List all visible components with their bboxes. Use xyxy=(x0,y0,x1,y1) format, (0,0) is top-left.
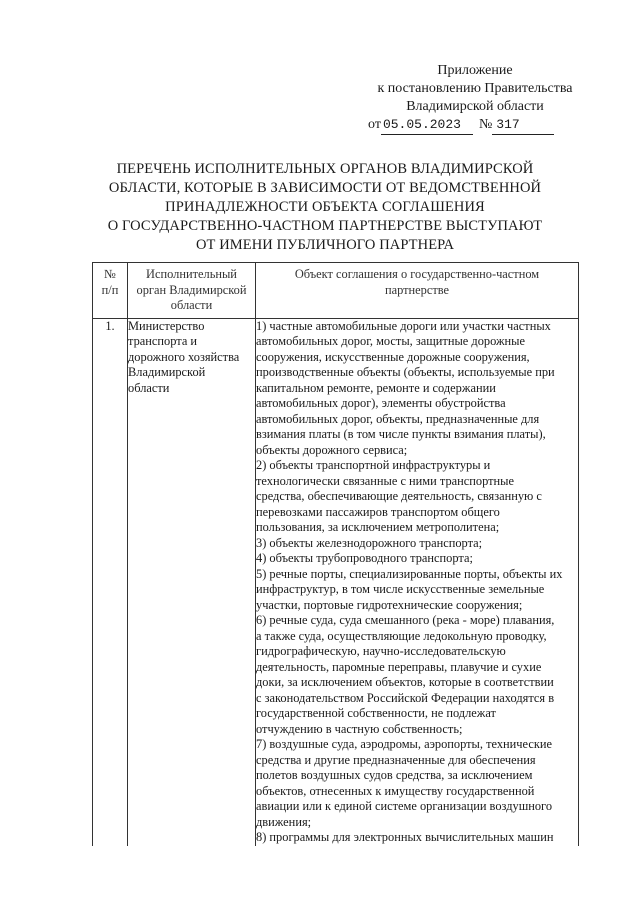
title-line: ОБЛАСТИ, КОТОРЫЕ В ЗАВИСИМОСТИ ОТ ВЕДОМСТВЕННОЙ xyxy=(108,180,542,196)
object-line: гидрографическую, научно-исследовательскую xyxy=(256,644,506,658)
object-line: пользования, за исключением метрополитена; xyxy=(256,520,500,534)
table-row xyxy=(93,318,579,846)
title-line: ПРИНАДЛЕЖНОСТИ ОБЪЕКТА СОГЛАШЕНИЯ xyxy=(165,199,485,215)
object-line: авиации или к единой системе организации воздушного xyxy=(256,799,553,813)
object-line: перевозками пассажиров транспортом общего xyxy=(256,504,500,519)
date-prefix: от xyxy=(368,117,381,132)
object-line: технологически связанные с ними транспортные xyxy=(256,473,515,488)
object-line: деятельность, паромные переправы, плавучие и сухие xyxy=(256,659,542,674)
object-line: 5) речные порты, специализированные порты, объекты их xyxy=(256,566,563,581)
object-line: 2) объекты транспортной инфраструктуры и xyxy=(256,458,491,472)
object-line: 8) программы для электронных вычислительных машин xyxy=(256,830,554,844)
object-line: капитальном ремонте, ремонте и содержании xyxy=(256,380,496,395)
object-line: инфраструктур, в том числе искусственные земельные xyxy=(256,582,545,596)
object-line: объекты дорожного сервиса; xyxy=(256,442,408,457)
header-object: Объект соглашения о государственно-частном партнерстве xyxy=(256,263,579,319)
appendix-line: к постановлению Правительства xyxy=(377,81,573,96)
object-line: 4) объекты трубопроводного транспорта; xyxy=(256,551,473,565)
agencies-table xyxy=(92,262,579,846)
title-line: О ГОСУДАРСТВЕННО-ЧАСТНОМ ПАРТНЕРСТВЕ ВЫСТУПАЮТ xyxy=(107,218,543,234)
appendix-block xyxy=(360,62,590,135)
object-line: полетов воздушных судов средства, за исключением xyxy=(256,768,533,782)
object-line: а также суда, осуществляющие ледокольную проводку, xyxy=(256,628,547,643)
row-object-list xyxy=(256,318,579,846)
title-line: ПЕРЕЧЕНЬ ИСПОЛНИТЕЛЬНЫХ ОРГАНОВ ВЛАДИМИРСКОЙ xyxy=(116,161,534,177)
object-line: автомобильных дорог, объекты, предназначенные для xyxy=(256,411,540,426)
object-line: движения; xyxy=(256,814,312,829)
decree-number: 317 xyxy=(492,116,554,135)
object-line: с законодательством Российской Федерации находятся в xyxy=(256,690,555,705)
object-line: 6) речные суда, суда смешанного (река - море) плавания, xyxy=(256,613,555,627)
appendix-line: Владимирской области xyxy=(406,99,544,114)
row-agency: Министерство транспорта и дорожного хозяйства Владимирской области xyxy=(128,318,256,846)
object-line: автомобильных дорог, мосты, защитные дорожные xyxy=(256,334,525,348)
appendix-line: Приложение xyxy=(437,63,513,78)
object-line: отчуждению в частную собственность; xyxy=(256,721,463,736)
object-line: средства, обеспечивающие деятельность, связанную с xyxy=(256,489,542,503)
object-line: объектов, отнесенных к имуществу государственной xyxy=(256,783,535,798)
object-line: 7) воздушные суда, аэродромы, аэропорты, технические xyxy=(256,737,552,751)
appendix-date-line xyxy=(360,116,590,135)
object-line: участки, портовые гидротехнические сооружения; xyxy=(256,597,523,612)
object-line: автомобильных дорог), элементы обустройства xyxy=(256,396,506,410)
table-header-row xyxy=(93,263,579,319)
header-org: Исполнительный орган Владимирской области xyxy=(128,263,256,319)
object-line: 3) объекты железнодорожного транспорта; xyxy=(256,535,483,550)
object-line: 1) частные автомобильные дороги или участки частных xyxy=(256,318,551,333)
object-line: доки, за исключением объектов, которые в соответствии xyxy=(256,675,554,689)
object-line: сооружения, искусственные дорожные сооружения, xyxy=(256,349,530,364)
row-number: 1. xyxy=(93,318,128,846)
object-line: средства и другие предназначенные для обеспечения xyxy=(256,752,536,767)
title-line: ОТ ИМЕНИ ПУБЛИЧНОГО ПАРТНЕРА xyxy=(195,237,455,253)
header-num: № п/п xyxy=(93,263,128,319)
document-title xyxy=(90,160,560,255)
decree-date: 05.05.2023 xyxy=(381,116,473,135)
object-line: государственной собственности, не подлежат xyxy=(256,706,496,720)
object-line: производственные объекты (объекты, используемые при xyxy=(256,365,555,379)
number-prefix: № xyxy=(478,117,493,132)
object-line: взимания платы (в том числе пункты взимания платы), xyxy=(256,427,546,441)
